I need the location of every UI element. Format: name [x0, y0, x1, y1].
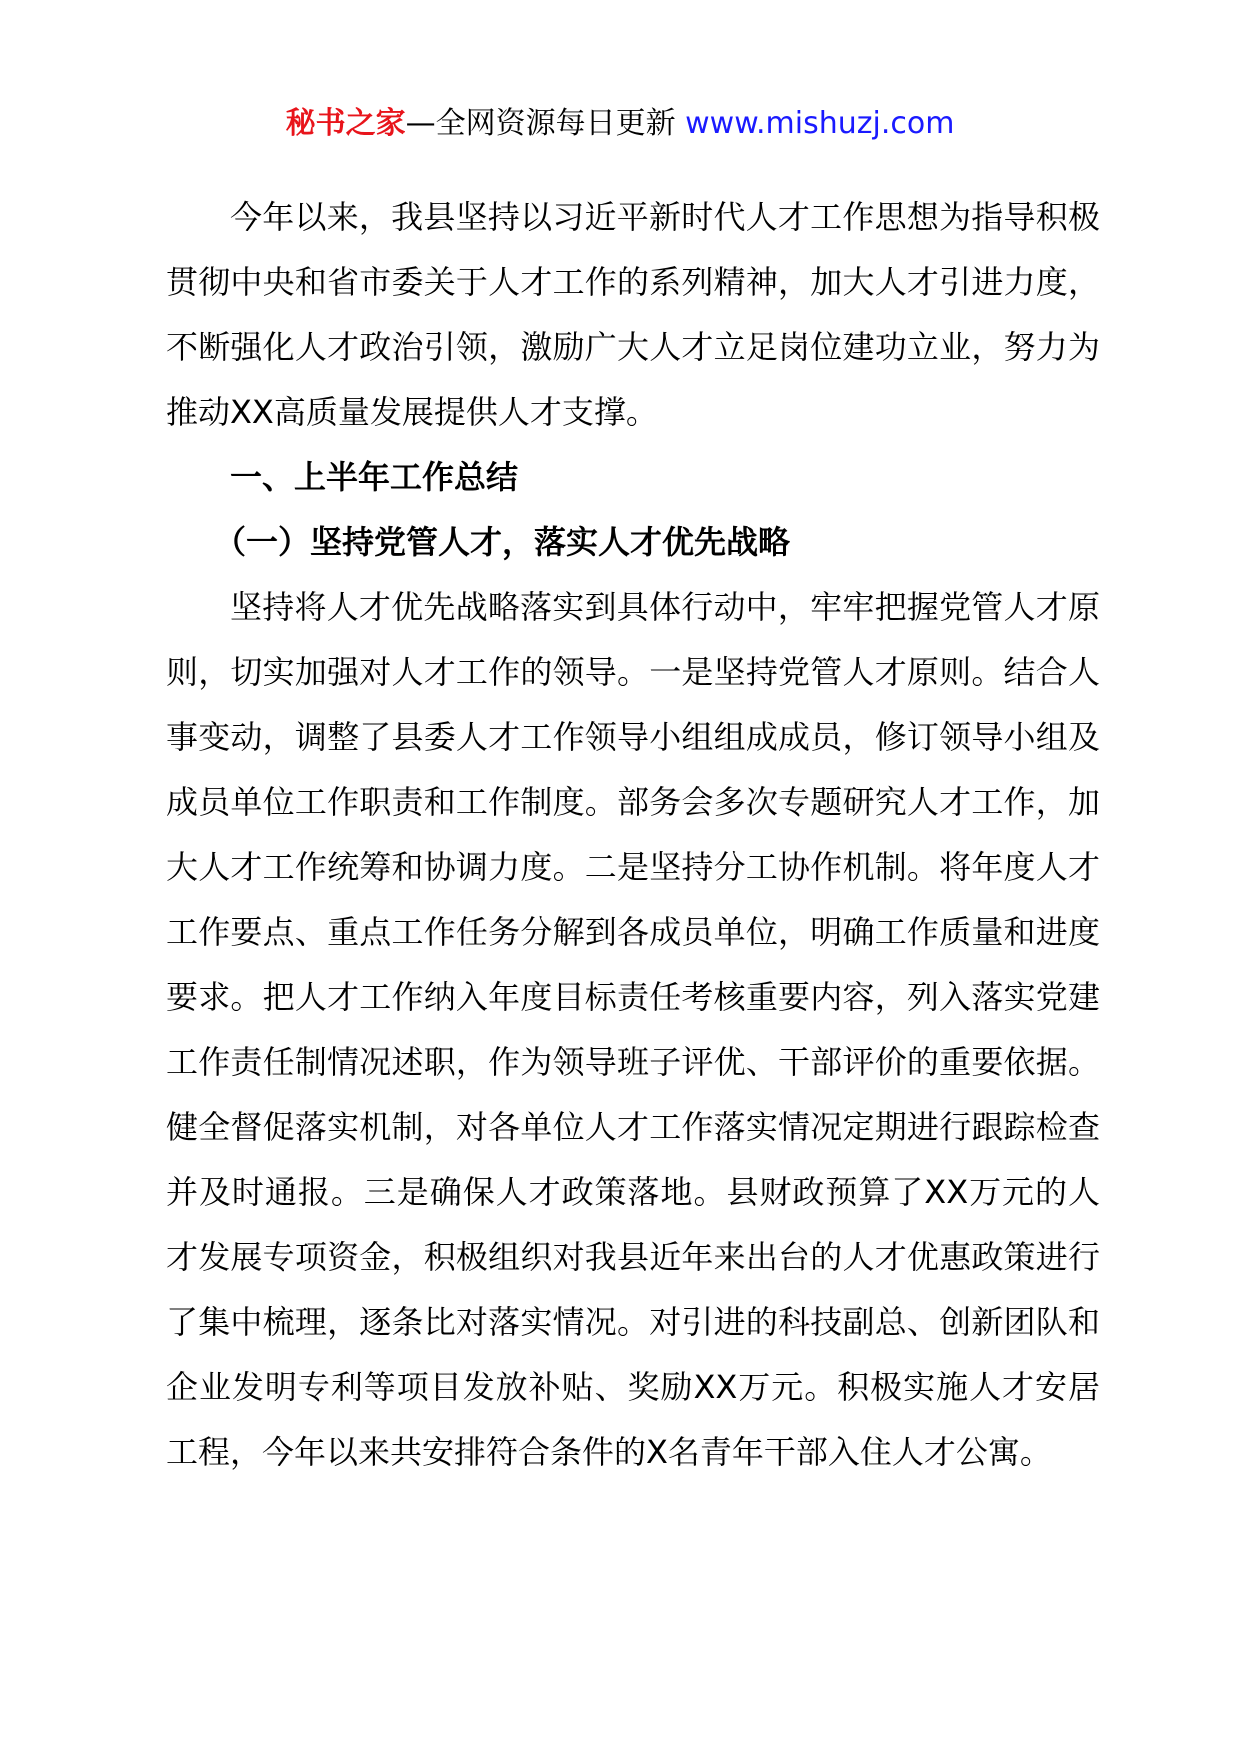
intro-paragraph: 今年以来，我县坚持以习近平新时代人才工作思想为指导积极贯彻中央和省市委关于人才工作的系列精神，加大人才引进力度，不断强化人才政治引领，激励广大人才立足岗位建功立业，努力为推动XX高质量发展提供人才支撑。 — [166, 198, 1100, 431]
site-header — [0, 100, 1240, 148]
subsection-heading: （一）坚持党管人才，落实人才优先战略 — [214, 523, 791, 561]
body-paragraph: 坚持将人才优先战略落实到具体行动中，牢牢把握党管人才原则，切实加强对人才工作的领导。一是坚持党管人才原则。结合人事变动，调整了县委人才工作领导小组组成成员，修订领导小组及成员单位工作职责和工作制度。部务会多次专题研究人才工作，加大人才工作统筹和协调力度。二是坚持分工协作机制。将年度人才工作要点、重点工作任务分解到各成员单位，明确工作质量和进度要求。把人才工作纳入年度目标责任考核重要内容，列入落实党建工作责任制情况述职，作为领导班子评优、干部评价的重要依据。健全督促落实机制，对各单位人才工作落实情况定期进行跟踪检查并及时通报。三是确保人才政策落地。县财政预算了XX万元的人才发展专项资金，积极组织对我县近年来出台的人才优惠政策进行了集中梳理，逐条比对落实情况。对引进的科技副总、创新团队和企业发明专利等项目发放补贴、奖励XX万元。积极实施人才安居工程，今年以来共安排符合条件的X名青年干部入住人才公寓。 — [166, 588, 1100, 1471]
site-url-link[interactable]: www.mishuzj.com — [685, 106, 955, 141]
header-tagline: —全网资源每日更新 — [405, 106, 676, 141]
section-heading: 一、上半年工作总结 — [230, 458, 519, 496]
document-body — [166, 185, 1100, 1485]
brand-name: 秘书之家 — [285, 106, 406, 141]
